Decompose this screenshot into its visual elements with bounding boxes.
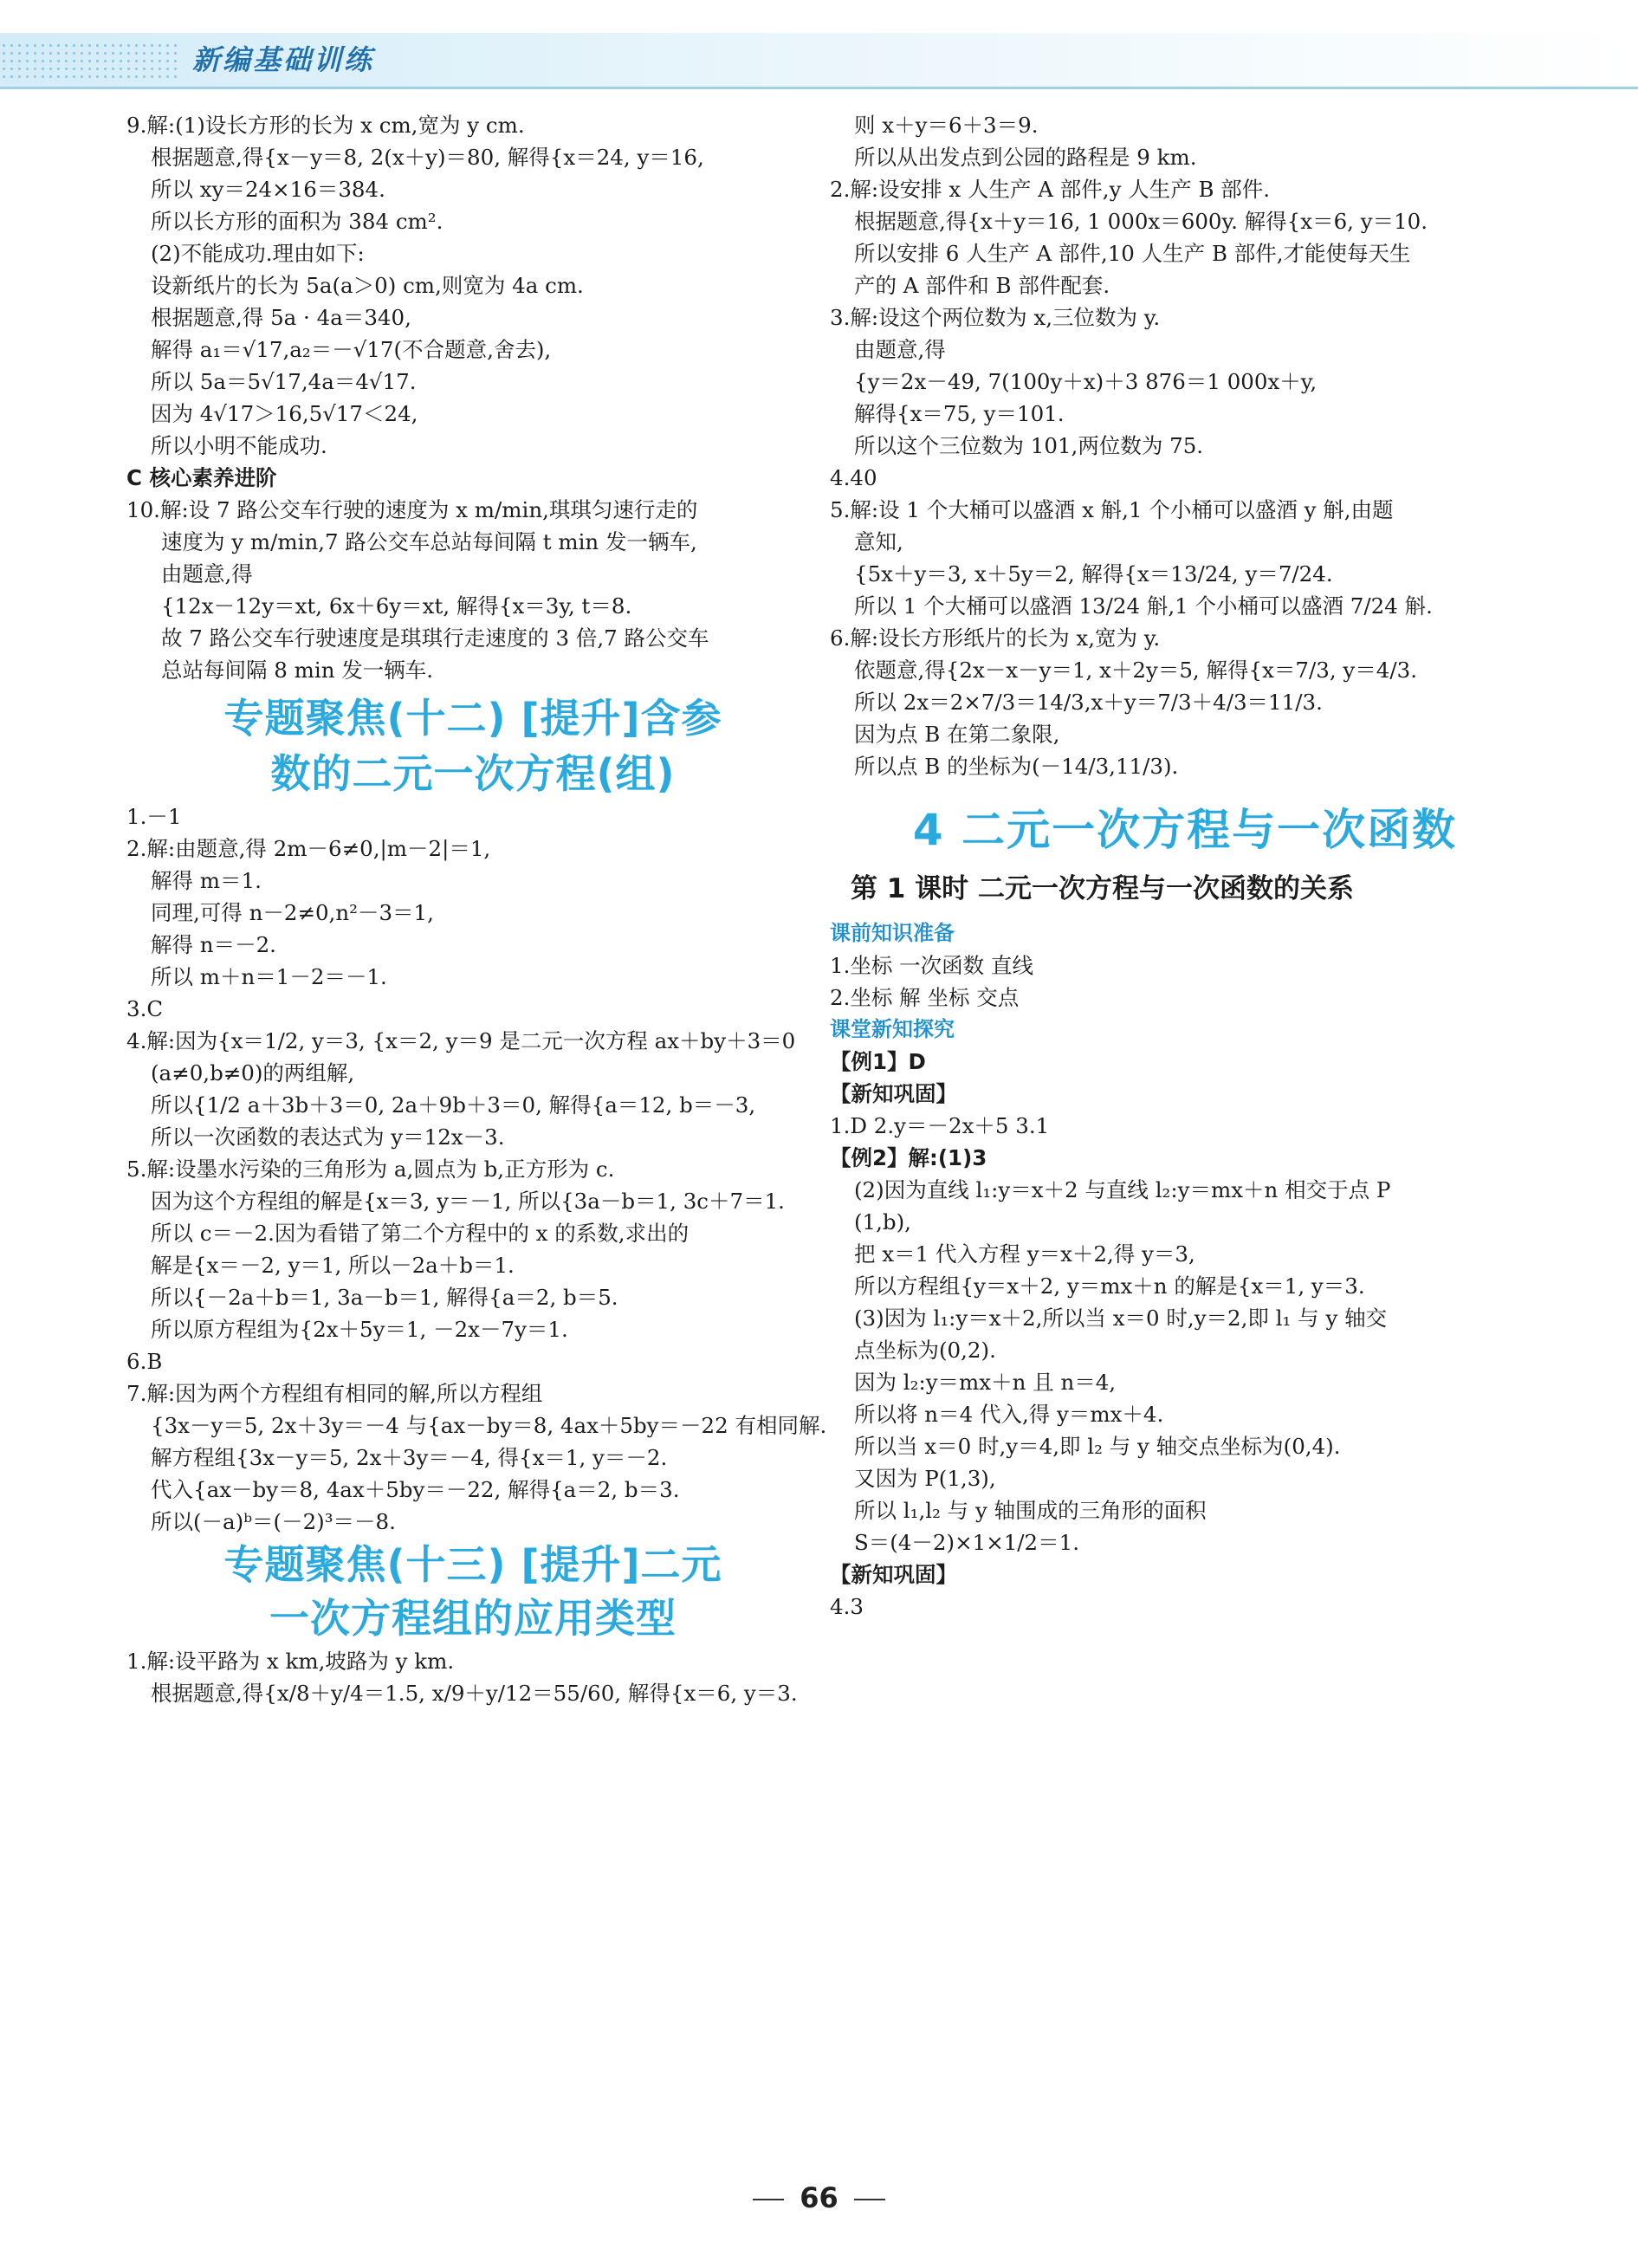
example-tag: 【新知巩固】 (830, 1081, 957, 1106)
text-line: 所以这个三位数为 101,两位数为 75. (854, 433, 1204, 458)
text-line: 代入{ax－by＝8, 4ax＋5by＝－22, 解得{a＝2, b＝3. (151, 1477, 680, 1502)
text-line: 所以原方程组为{2x＋5y＝1, －2x－7y＝1. (151, 1317, 568, 1342)
text-line: 由题意,得 (161, 561, 253, 586)
text-line: 2.坐标 解 坐标 交点 (830, 985, 1020, 1010)
text-line: 又因为 P(1,3), (854, 1466, 996, 1491)
text-line: 2.解:由题意,得 2m－6≠0,|m－2|＝1, (126, 836, 491, 861)
text-line: 所以{1/2 a＋3b＋3＝0, 2a＋9b＋3＝0, 解得{a＝12, b＝－3, (151, 1092, 756, 1118)
text-line: 因为点 B 在第二象限, (854, 722, 1060, 747)
subsection-heading: 课前知识准备 (830, 921, 955, 945)
text-line: 10.解:设 7 路公交车行驶的速度为 x m/min,琪琪匀速行走的 (126, 497, 698, 522)
text-line: 所以 1 个大桶可以盛酒 13/24 斛,1 个小桶可以盛酒 7/24 斛. (854, 593, 1433, 619)
text-line: 2.解:设安排 x 人生产 A 部件,y 人生产 B 部件. (830, 177, 1271, 202)
text-line: 7.解:因为两个方程组有相同的解,所以方程组 (126, 1381, 543, 1406)
text-line: 根据题意,得{x/8＋y/4＝1.5, x/9＋y/12＝55/60, 解得{x＝6, y＝3. (151, 1681, 798, 1706)
text-line: 设新纸片的长为 5a(a＞0) cm,则宽为 4a cm. (151, 273, 584, 298)
text-line: 1.－1 (126, 804, 182, 829)
text-line: 1.D 2.y＝－2x＋5 3.1 (830, 1113, 1050, 1138)
text-line: (2)不能成功.理由如下: (151, 241, 365, 266)
text-line: 9.解:(1)设长方形的长为 x cm,宽为 y cm. (126, 113, 525, 138)
text-line: 1.坐标 一次函数 直线 (830, 953, 1033, 978)
text-line: 因为 4√17＞16,5√17＜24, (151, 401, 418, 426)
text-line: 速度为 y m/min,7 路公交车总站每间隔 t min 发一辆车, (161, 529, 697, 554)
text-line: 所以安排 6 人生产 A 部件,10 人生产 B 部件,才能使每天生 (854, 241, 1411, 266)
example-tag: 【新知巩固】 (830, 1562, 957, 1587)
text-line: (1,b), (854, 1209, 911, 1234)
text-line: 由题意,得 (854, 337, 946, 362)
text-line: 因为 l₂:y＝mx＋n 且 n＝4, (854, 1370, 1117, 1395)
example-tag: 【例2】解:(1)3 (830, 1145, 987, 1170)
page-footer (0, 2181, 1638, 2214)
text-line: 解得 m＝1. (151, 868, 262, 893)
text-line: 所以一次函数的表达式为 y＝12x－3. (151, 1124, 505, 1150)
topic-title: 专题聚焦(十二) [提升]含参 (223, 695, 722, 742)
header-dot-pattern (0, 42, 178, 81)
section-title: 4 二元一次方程与一次函数 (912, 805, 1458, 855)
text-line: 总站每间隔 8 min 发一辆车. (161, 658, 434, 683)
text-line: 所以从出发点到公园的路程是 9 km. (854, 145, 1197, 170)
text-line: 把 x＝1 代入方程 y＝x＋2,得 y＝3, (854, 1241, 1195, 1267)
text-line: 产的 A 部件和 B 部件配套. (854, 273, 1110, 298)
text-line: 所以方程组{y＝x＋2, y＝mx＋n 的解是{x＝1, y＝3. (854, 1273, 1365, 1299)
text-line: 解得 n＝－2. (151, 932, 276, 957)
text-line: 所以 m＋n＝1－2＝－1. (151, 964, 387, 989)
text-line: 所以(－a)ᵇ＝(－2)³＝－8. (151, 1509, 396, 1534)
text-line: 同理,可得 n－2≠0,n²－3＝1, (151, 900, 434, 925)
topic-title: 一次方程组的应用类型 (269, 1595, 677, 1642)
text-line: {5x＋y＝3, x＋5y＝2, 解得{x＝13/24, y＝7/24. (854, 561, 1333, 586)
text-line: 所以小明不能成功. (151, 433, 327, 458)
text-line: 则 x＋y＝6＋3＝9. (854, 113, 1039, 138)
text-line: 3.C (126, 996, 164, 1021)
page-header (0, 0, 1638, 102)
subsection-heading: 课堂新知探究 (830, 1017, 955, 1041)
text-line: 所以{－2a＋b＝1, 3a－b＝1, 解得{a＝2, b＝5. (151, 1285, 618, 1310)
lesson-title: 第 1 课时 二元一次方程与一次函数的关系 (851, 873, 1354, 904)
text-line: 解得{x＝75, y＝101. (854, 401, 1065, 426)
level-heading: C 核心素养进阶 (126, 465, 277, 490)
footer-dash-left (753, 2199, 784, 2200)
topic-title: 数的二元一次方程(组) (270, 750, 676, 797)
topic-title: 专题聚焦(十三) [提升]二元 (223, 1541, 722, 1588)
text-line: 解是{x＝－2, y＝1, 所以－2a＋b＝1. (151, 1253, 515, 1278)
footer-dash-right (854, 2199, 885, 2200)
text-line: 所以 c＝－2.因为看错了第二个方程中的 x 的系数,求出的 (151, 1221, 690, 1246)
text-line: 所以 5a＝5√17,4a＝4√17. (151, 369, 417, 394)
text-line: 所以当 x＝0 时,y＝4,即 l₂ 与 y 轴交点坐标为(0,4). (854, 1434, 1341, 1459)
text-line: 意知, (854, 529, 903, 554)
text-line: 1.解:设平路为 x km,坡路为 y km. (126, 1649, 455, 1674)
text-line: {3x－y＝5, 2x＋3y＝－4 与{ax－by＝8, 4ax＋5by＝－22 有相同解. (151, 1413, 827, 1438)
text-line: 所以 xy＝24×16＝384. (151, 177, 385, 202)
text-line: 点坐标为(0,2). (854, 1338, 996, 1363)
text-line: 依题意,得{2x－x－y＝1, x＋2y＝5, 解得{x＝7/3, y＝4/3. (854, 658, 1417, 683)
text-line: 4.解:因为{x＝1/2, y＝3, {x＝2, y＝9 是二元一次方程 ax＋by＋3＝0 (126, 1028, 796, 1053)
text-line: 3.解:设这个两位数为 x,三位数为 y. (830, 305, 1161, 330)
text-line: 解方程组{3x－y＝5, 2x＋3y＝－4, 得{x＝1, y＝－2. (151, 1445, 668, 1470)
text-line: 因为这个方程组的解是{x＝3, y＝－1, 所以{3a－b＝1, 3c＋7＝1. (151, 1189, 785, 1214)
text-line: 4.40 (830, 465, 877, 490)
text-line: 5.解:设 1 个大桶可以盛酒 x 斛,1 个小桶可以盛酒 y 斛,由题 (830, 497, 1394, 522)
series-title: 新编基础训练 (192, 43, 375, 76)
text-line: (2)因为直线 l₁:y＝x＋2 与直线 l₂:y＝mx＋n 相交于点 P (854, 1177, 1391, 1202)
example-tag: 【例1】D (830, 1049, 926, 1074)
text-line: 所以 l₁,l₂ 与 y 轴围成的三角形的面积 (854, 1498, 1207, 1523)
page-number: 66 (800, 2181, 838, 2214)
header-rule (0, 87, 1638, 89)
text-line: 5.解:设墨水污染的三角形为 a,圆点为 b,正方形为 c. (126, 1157, 615, 1182)
text-line: {y＝2x－49, 7(100y＋x)＋3 876＝1 000x＋y, (854, 369, 1318, 394)
text-line: 所以点 B 的坐标为(－14/3,11/3). (854, 754, 1179, 779)
text-line: 根据题意,得 5a · 4a＝340, (151, 305, 411, 330)
text-line: {12x－12y＝xt, 6x＋6y＝xt, 解得{x＝3y, t＝8. (161, 593, 632, 619)
text-line: S＝(4－2)×1×1/2＝1. (854, 1530, 1080, 1555)
text-line: (3)因为 l₁:y＝x＋2,所以当 x＝0 时,y＝2,即 l₁ 与 y 轴交 (854, 1306, 1388, 1331)
text-line: 所以长方形的面积为 384 cm². (151, 209, 443, 234)
text-line: 根据题意,得{x－y＝8, 2(x＋y)＝80, 解得{x＝24, y＝16, (151, 145, 704, 170)
text-line: 根据题意,得{x＋y＝16, 1 000x＝600y. 解得{x＝6, y＝10. (854, 209, 1428, 234)
text-line: 解得 a₁＝√17,a₂＝－√17(不合题意,舍去), (151, 337, 552, 362)
text-line: 故 7 路公交车行驶速度是琪琪行走速度的 3 倍,7 路公交车 (161, 625, 709, 651)
text-line: 4.3 (830, 1594, 864, 1619)
text-line: 6.B (126, 1349, 163, 1374)
text-line: 6.解:设长方形纸片的长为 x,宽为 y. (830, 625, 1161, 651)
left-column (126, 109, 827, 1709)
right-column (830, 109, 1540, 1623)
text-line: 所以将 n＝4 代入,得 y＝mx＋4. (854, 1402, 1164, 1427)
text-line: (a≠0,b≠0)的两组解, (151, 1060, 355, 1085)
text-line: 所以 2x＝2×7/3＝14/3,x＋y＝7/3＋4/3＝11/3. (854, 690, 1323, 715)
